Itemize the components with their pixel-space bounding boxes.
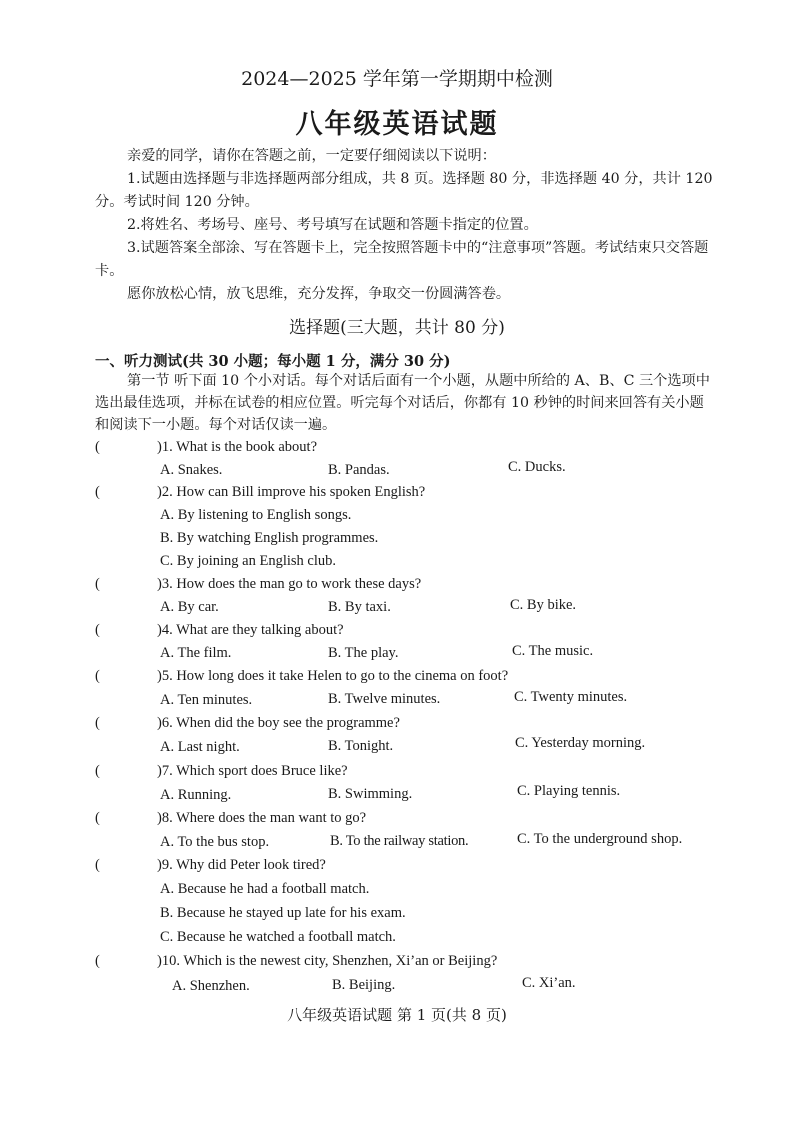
question-text: )8. Where does the man want to go? <box>157 810 367 826</box>
question-stem <box>95 439 317 456</box>
option-a: A. Running. <box>160 787 232 803</box>
section-title: 选择题(三大题，共计 80 分) <box>289 318 505 338</box>
option-c: C. By bike. <box>510 597 577 613</box>
answer-paren: ( <box>95 484 100 500</box>
option-a: A. Last night. <box>160 739 240 755</box>
question-text: )3. How does the man go to work these days? <box>157 576 422 592</box>
answer-paren: ( <box>95 622 100 638</box>
option-b: B. By taxi. <box>328 599 391 615</box>
option-a: A. Shenzhen. <box>172 978 250 994</box>
instructions-block <box>95 145 715 306</box>
question-stem <box>95 622 344 639</box>
answer-paren: ( <box>95 810 100 826</box>
instructions-wish: 愿你放松心情，放飞思维，充分发挥，争取交一份圆满答卷。 <box>127 286 511 302</box>
question-stem <box>95 763 348 780</box>
option-c: C. To the underground shop. <box>517 831 683 847</box>
question-text: )1. What is the book about? <box>157 439 318 455</box>
answer-paren: ( <box>95 576 100 592</box>
option-b: B. To the railway station. <box>330 833 469 849</box>
option-c: C. By joining an English club. <box>160 553 337 569</box>
option-a: A. By car. <box>160 599 219 615</box>
part-title-listening: 一、听力测试(共 30 小题；每小题 1 分，满分 30 分) <box>95 353 451 370</box>
option-b: B. Pandas. <box>328 462 390 478</box>
question-text: )2. How can Bill improve his spoken English? <box>157 484 426 500</box>
option-c: C. Twenty minutes. <box>514 689 628 705</box>
option-b: B. Tonight. <box>328 738 394 754</box>
question-stem <box>95 576 421 593</box>
page-footer: 八年级英语试题 第 1 页(共 8 页) <box>287 1006 507 1024</box>
option-a: A. Snakes. <box>160 462 223 478</box>
option-a: A. Ten minutes. <box>160 692 253 708</box>
question-stem <box>95 857 326 874</box>
answer-paren: ( <box>95 715 100 731</box>
instruction-item-2: 2.将姓名、考场号、座号、考号填写在试题和答题卡指定的位置。 <box>127 217 538 233</box>
option-a: A. Because he had a football match. <box>160 881 370 897</box>
question-text: )7. Which sport does Bruce like? <box>157 763 348 779</box>
instruction-item-1: 1.试题由选择题与非选择题两部分组成，共 8 页。选择题 80 分，非选择题 40 分，共计 120 分。考试时间 120 分钟。 <box>95 171 713 210</box>
instructions-greeting: 亲爱的同学，请你在答题之前，一定要仔细阅读以下说明： <box>127 148 496 164</box>
question-stem <box>95 484 425 501</box>
option-c: C. Because he watched a football match. <box>160 929 396 945</box>
option-b: B. Swimming. <box>328 786 413 802</box>
option-c: C. The music. <box>512 643 594 659</box>
answer-paren: ( <box>95 668 100 684</box>
option-b: B. The play. <box>328 645 399 661</box>
answer-paren: ( <box>95 439 100 455</box>
exam-subtitle: 八年级英语试题 <box>295 109 499 140</box>
option-c: C. Yesterday morning. <box>515 735 646 751</box>
question-stem <box>95 715 400 732</box>
answer-paren: ( <box>95 953 100 969</box>
question-text: )9. Why did Peter look tired? <box>157 857 326 873</box>
question-stem <box>95 668 508 685</box>
question-stem <box>95 953 497 970</box>
answer-paren: ( <box>95 857 100 873</box>
option-a: A. The film. <box>160 645 232 661</box>
listening-instructions <box>95 370 715 436</box>
option-b: B. Beijing. <box>332 977 396 993</box>
option-a: A. By listening to English songs. <box>160 507 352 523</box>
listening-instructions-text: 第一节 听下面 10 个小对话。每个对话后面有一个小题，从题中所给的 A、B、C 三个选项中选出最佳选项，并标在试卷的相应位置。听完每个对话后，你都有 10 秒钟的时间来回答有关小题和阅读下一小题。每个对话仅读一遍。 <box>95 373 710 433</box>
option-c: C. Ducks. <box>508 459 566 475</box>
answer-paren: ( <box>95 763 100 779</box>
option-b: B. Twelve minutes. <box>328 691 441 707</box>
question-stem <box>95 810 366 827</box>
question-text: )10. Which is the newest city, Shenzhen, Xi’an or Beijing? <box>157 953 498 969</box>
option-c: C. Xi’an. <box>522 975 576 991</box>
option-c: C. Playing tennis. <box>517 783 621 799</box>
instruction-item-3: 3.试题答案全部涂、写在答题卡上，完全按照答题卡中的“注意事项”答题。考试结束只交答题卡。 <box>95 240 709 279</box>
option-b: B. By watching English programmes. <box>160 530 379 546</box>
exam-title: 2024—2025 学年第一学期期中检测 <box>241 68 553 90</box>
question-text: )4. What are they talking about? <box>157 622 344 638</box>
option-a: A. To the bus stop. <box>160 834 270 850</box>
option-b: B. Because he stayed up late for his exam. <box>160 905 406 921</box>
question-text: )5. How long does it take Helen to go to the cinema on foot? <box>157 668 509 684</box>
question-text: )6. When did the boy see the programme? <box>157 715 400 731</box>
